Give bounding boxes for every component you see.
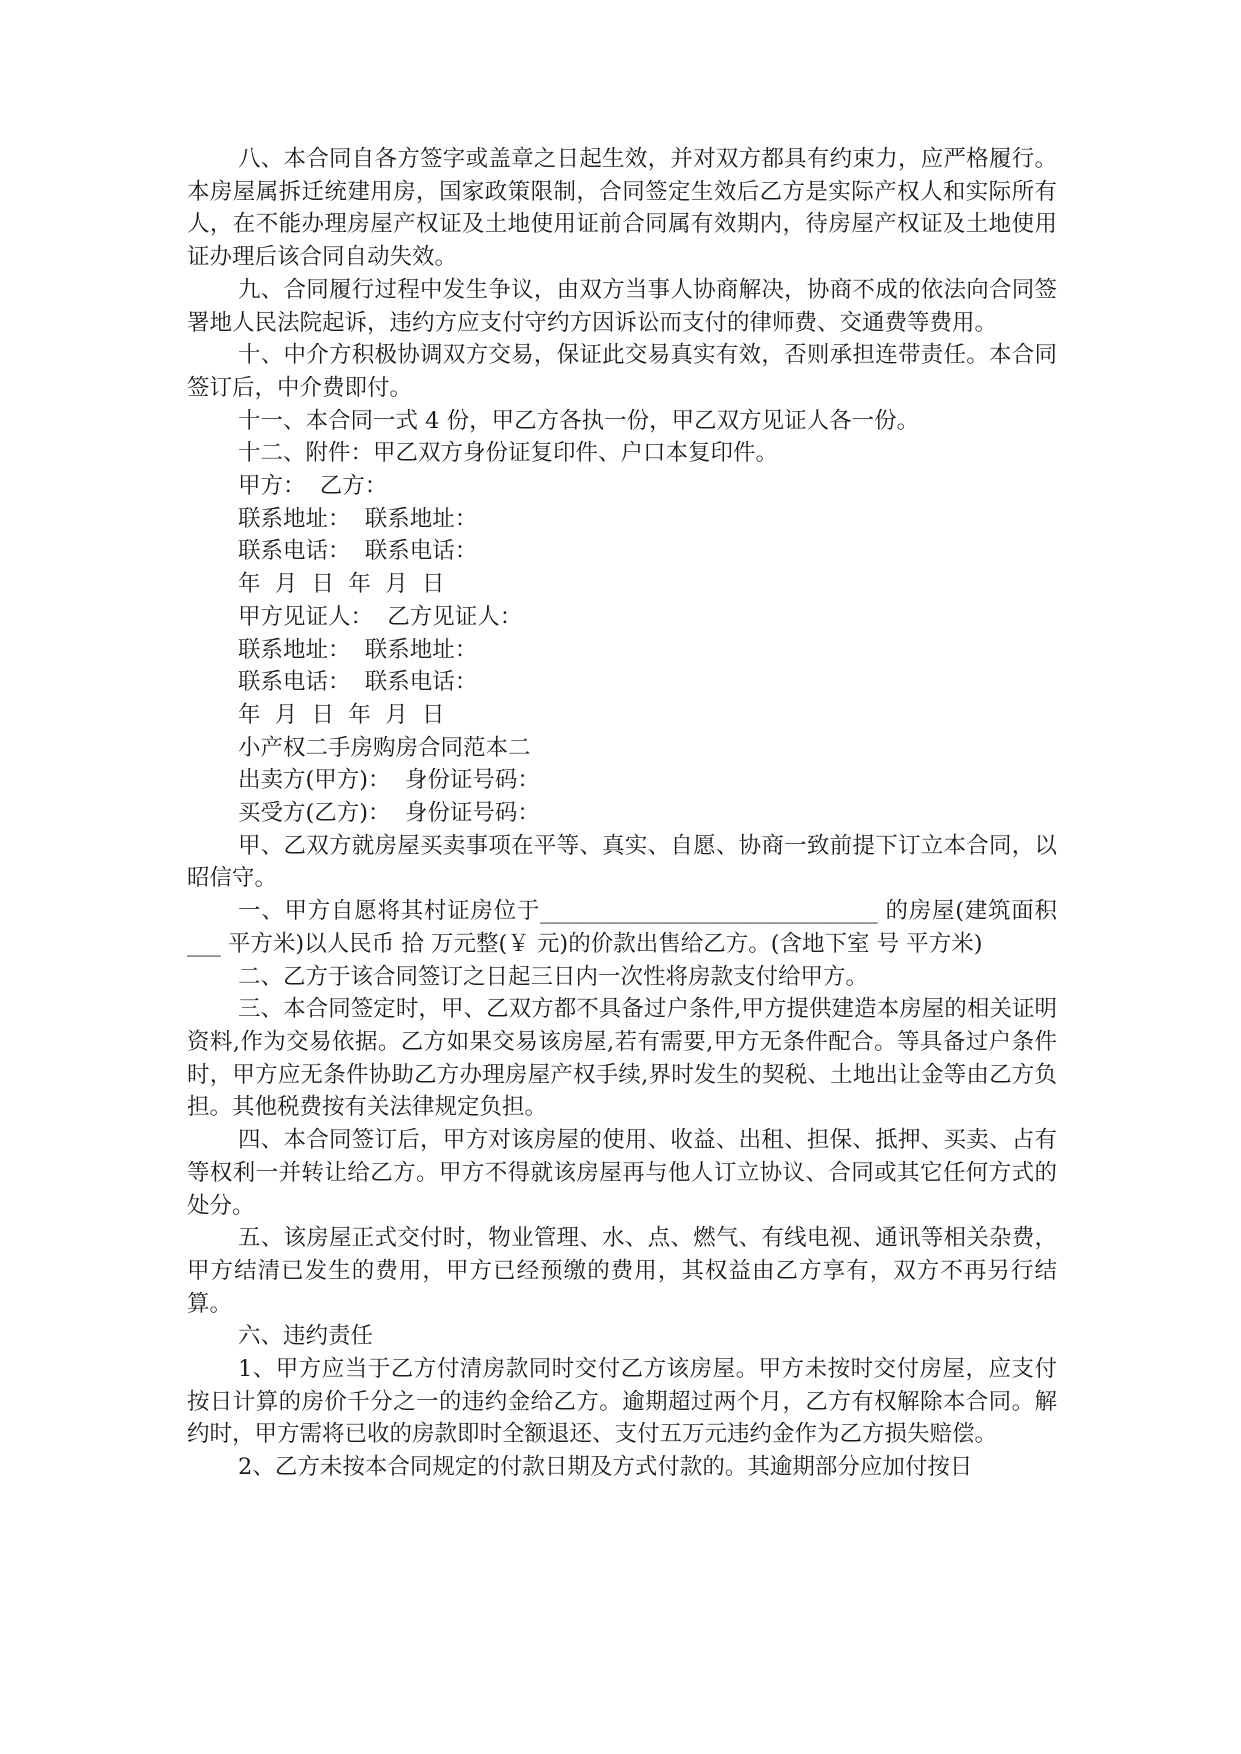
preamble: 甲、乙双方就房屋买卖事项在平等、真实、自愿、协商一致前提下订立本合同，以昭信守。 [187,832,1057,892]
witness-line: 甲方见证人： 乙方见证人： [238,603,523,630]
clause-6-item-1: 1、甲方应当于乙方付清房款同时交付乙方该房屋。甲方未按时交付房屋，应支付按日计算的房价千分之一的违约金给乙方。逾期超过两个月，乙方有权解除本合同。解约时，甲方需将已收的房款即时全额退还、支付五万元违约金作为乙方损失赔偿。 [187,1356,1057,1448]
clause-12: 十二、附件：甲乙双方身份证复印件、户口本复印件。 [238,440,779,467]
clause-5: 五、该房屋正式交付时，物业管理、水、点、燃气、有线电视、通讯等相关杂费，甲方结清已发生的费用，甲方已经预缴的费用，其权益由乙方享有，双方不再另行结算。 [187,1225,1057,1317]
witness-address-line: 联系地址： 联系地址： [238,636,478,663]
clause-11: 十一、本合同一式 4 份，甲乙方各执一份，甲乙双方见证人各一份。 [238,407,920,434]
clause-9: 九、合同履行过程中发生争议，由双方当事人协商解决，协商不成的依法向合同签署地人民法院起诉，违约方应支付守约方因诉讼而支付的律师费、交通费等费用。 [187,276,1057,336]
clause-10: 十、中介方积极协调双方交易，保证此交易真实有效，否则承担连带责任。本合同签订后，中介费即付。 [187,342,1057,401]
template-title: 小产权二手房购房合同范本二 [238,734,531,761]
contract-body [187,143,1057,1484]
signature-address-line: 联系地址： 联系地址： [238,505,478,532]
signature-party-line: 甲方： 乙方： [238,473,388,500]
seller-line: 出卖方(甲方)： 身份证号码： [238,767,540,794]
clause-3: 三、本合同签定时，甲、乙双方都不具备过户条件,甲方提供建造本房屋的相关证明资料,作为交易依据。乙方如果交易该房屋,若有需要,甲方无条件配合。等具备过户条件时，甲方应无条件协助乙方办理房屋产权手续,界时发生的契税、土地出让金等由乙方负担。其他税费按有关法律规定负担。 [187,996,1057,1121]
clause-8: 八、本合同自各方签字或盖章之日起生效，并对双方都具有约束力，应严格履行。本房屋属拆迁统建用房，国家政策限制，合同签定生效后乙方是实际产权人和实际所有人，在不能办理房屋产权证及土地使用证前合同属有效期内，待房屋产权证及土地使用证办理后该合同自动失效。 [187,146,1057,271]
buyer-line: 买受方(乙方)： 身份证号码： [238,800,540,827]
witness-phone-line: 联系电话： 联系电话： [238,669,478,696]
clause-1: 一、甲方自愿将其村证房位于______________________________ 的房屋(建筑面积___ 平方米)以人民币 拾 万元整(￥ 元)的价款出售给乙方。(含地下室 号 平方米) [187,898,1057,957]
clause-4: 四、本合同签订后，甲方对该房屋的使用、收益、出租、担保、抵押、买卖、占有等权利一并转让给乙方。甲方不得就该房屋再与他人订立协议、合同或其它任何方式的处分。 [187,1127,1057,1219]
clause-2: 二、乙方于该合同签订之日起三日内一次性将房款支付给甲方。 [238,963,869,990]
signature-date-line: 年 月 日 年 月 日 [238,571,445,598]
witness-date-line: 年 月 日 年 月 日 [238,701,445,728]
clause-6-item-2: 2、乙方未按本合同规定的付款日期及方式付款的。其逾期部分应加付按日 [238,1454,973,1481]
signature-phone-line: 联系电话： 联系电话： [238,538,478,565]
clause-6-heading: 六、违约责任 [238,1323,374,1350]
